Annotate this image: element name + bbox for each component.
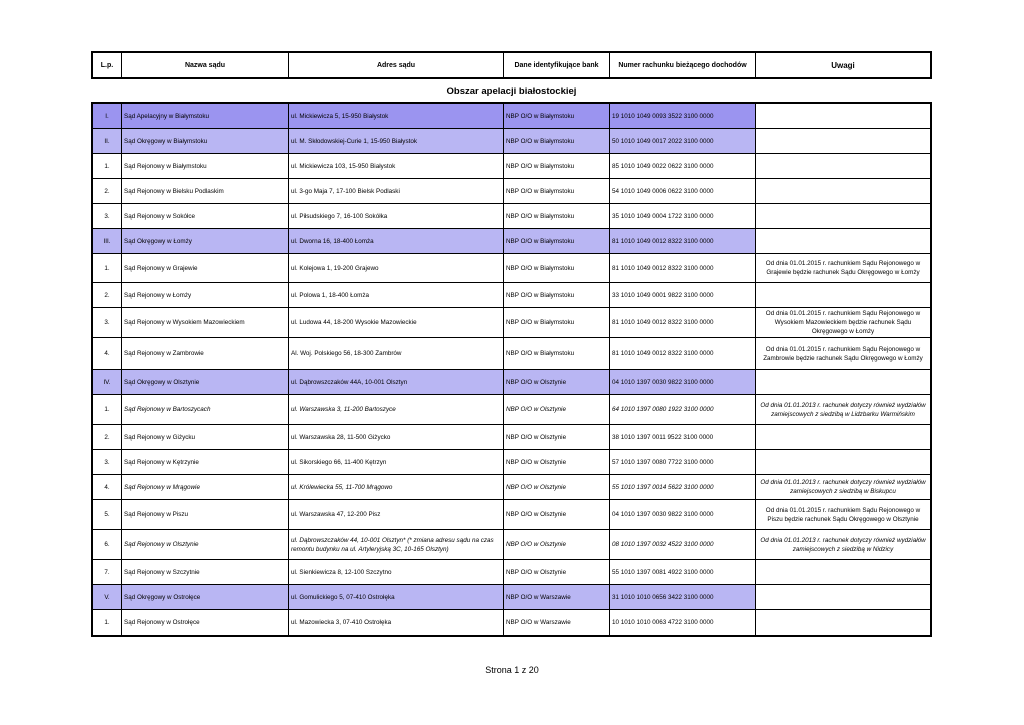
cell-nazwa: Sąd Rejonowy w Piszu — [122, 500, 289, 529]
table-row — [93, 308, 930, 338]
cell-numer: 57 1010 1397 0080 7722 3100 0000 — [610, 450, 756, 474]
cell-nazwa: Sąd Rejonowy w Sokółce — [122, 204, 289, 228]
cell-uwagi — [756, 425, 930, 449]
cell-nazwa: Sąd Rejonowy w Bartoszycach — [122, 395, 289, 424]
cell-nazwa: Sąd Apelacyjny w Białymstoku — [122, 104, 289, 128]
cell-adres: ul. Dworna 16, 18-400 Łomża — [289, 229, 504, 253]
cell-numer: 54 1010 1049 0006 0622 3100 0000 — [610, 179, 756, 203]
cell-nazwa: Sąd Rejonowy w Białymstoku — [122, 154, 289, 178]
cell-nazwa: Sąd Rejonowy w Łomży — [122, 283, 289, 307]
cell-nazwa: Sąd Rejonowy w Wysokiem Mazowieckiem — [122, 308, 289, 337]
page-footer: Strona 1 z 20 — [485, 665, 539, 675]
table-row — [93, 450, 930, 475]
cell-uwagi — [756, 585, 930, 609]
cell-lp: III. — [93, 229, 122, 253]
cell-bank: NBP O/O w Białymstoku — [504, 204, 610, 228]
courts-table — [91, 102, 932, 637]
cell-adres: ul. Dąbrowszczaków 44, 10-001 Olsztyn* (* zmiana adresu sądu na czas remontu budynku na ul. Artyleryjską 3C, 10-165 Olsztyn) — [289, 530, 504, 559]
cell-uwagi — [756, 129, 930, 153]
cell-nazwa: Sąd Rejonowy w Bielsku Podlaskim — [122, 179, 289, 203]
cell-bank: NBP O/O w Białymstoku — [504, 104, 610, 128]
table-row — [93, 370, 930, 395]
cell-lp: 1. — [93, 395, 122, 424]
cell-uwagi — [756, 370, 930, 394]
table-row — [93, 129, 930, 154]
cell-adres: ul. Warszawska 47, 12-200 Pisz — [289, 500, 504, 529]
cell-adres: ul. Warszawska 28, 11-500 Giżycko — [289, 425, 504, 449]
cell-uwagi — [756, 154, 930, 178]
table-row — [93, 204, 930, 229]
cell-lp: 1. — [93, 254, 122, 282]
cell-lp: 1. — [93, 154, 122, 178]
cell-numer: 50 1010 1049 0017 2022 3100 0000 — [610, 129, 756, 153]
cell-lp: 3. — [93, 308, 122, 337]
table-row — [93, 610, 930, 635]
cell-bank: NBP O/O w Białymstoku — [504, 154, 610, 178]
cell-adres: ul. Królewiecka 55, 11-700 Mrągowo — [289, 475, 504, 499]
cell-nazwa: Sąd Rejonowy w Olsztynie — [122, 530, 289, 559]
table-header — [91, 51, 932, 79]
cell-bank: NBP O/O w Olsztynie — [504, 530, 610, 559]
cell-lp: 2. — [93, 179, 122, 203]
cell-lp: V. — [93, 585, 122, 609]
cell-adres: ul. Mickiewicza 5, 15-950 Białystok — [289, 104, 504, 128]
cell-adres: ul. Warszawska 3, 11-200 Bartoszyce — [289, 395, 504, 424]
cell-nazwa: Sąd Okręgowy w Łomży — [122, 229, 289, 253]
cell-numer: 85 1010 1049 0022 0622 3100 0000 — [610, 154, 756, 178]
cell-numer: 04 1010 1397 0030 9822 3100 0000 — [610, 370, 756, 394]
table-row — [93, 585, 930, 610]
cell-numer: 55 1010 1397 0081 4922 3100 0000 — [610, 560, 756, 584]
cell-adres: ul. M. Skłodowskiej-Curie 1, 15-950 Białystok — [289, 129, 504, 153]
cell-bank: NBP O/O w Olsztynie — [504, 395, 610, 424]
cell-numer: 55 1010 1397 0014 5622 3100 0000 — [610, 475, 756, 499]
cell-lp: 6. — [93, 530, 122, 559]
cell-bank: NBP O/O w Białymstoku — [504, 308, 610, 337]
cell-numer: 04 1010 1397 0030 9822 3100 0000 — [610, 500, 756, 529]
cell-bank: NBP O/O w Olsztynie — [504, 370, 610, 394]
table-row — [93, 395, 930, 425]
cell-nazwa: Sąd Okręgowy w Białymstoku — [122, 129, 289, 153]
cell-bank: NBP O/O w Białymstoku — [504, 129, 610, 153]
cell-lp: 2. — [93, 425, 122, 449]
cell-uwagi — [756, 204, 930, 228]
cell-bank: NBP O/O w Białymstoku — [504, 338, 610, 369]
cell-lp: 4. — [93, 475, 122, 499]
cell-bank: NBP O/O w Olsztynie — [504, 475, 610, 499]
cell-nazwa: Sąd Rejonowy w Szczytnie — [122, 560, 289, 584]
cell-numer: 08 1010 1397 0032 4522 3100 0000 — [610, 530, 756, 559]
cell-uwagi: Od dnia 01.01.2015 r. rachunkiem Sądu Rejonowego w Grajewie będzie rachunek Sądu Okręgowego w Łomży — [765, 260, 921, 276]
cell-numer: 31 1010 1010 0656 3422 3100 0000 — [610, 585, 756, 609]
cell-lp: 2. — [93, 283, 122, 307]
cell-uwagi — [756, 450, 930, 474]
cell-bank: NBP O/O w Białymstoku — [504, 229, 610, 253]
cell-nazwa: Sąd Rejonowy w Giżycku — [122, 425, 289, 449]
cell-adres: ul. Mickiewicza 103, 15-950 Białystok — [289, 154, 504, 178]
table-row — [93, 530, 930, 560]
cell-lp: 1. — [93, 610, 122, 635]
cell-numer: 64 1010 1397 0080 1922 3100 0000 — [610, 395, 756, 424]
cell-uwagi: Od dnia 01.01.2013 r. rachunek dotyczy również wydziałów zamiejscowych z siedzibą w Lidzbarku Warmińskim — [760, 401, 926, 418]
cell-lp: II. — [93, 129, 122, 153]
table-row — [93, 229, 930, 254]
cell-uwagi — [756, 560, 930, 584]
cell-numer: 35 1010 1049 0004 1722 3100 0000 — [610, 204, 756, 228]
cell-numer: 10 1010 1010 0063 4722 3100 0000 — [610, 610, 756, 635]
table-row — [93, 475, 930, 500]
cell-nazwa: Sąd Rejonowy w Zambrowie — [122, 338, 289, 369]
cell-bank: NBP O/O w Białymstoku — [504, 283, 610, 307]
cell-uwagi: Od dnia 01.01.2015 r. rachunkiem Sądu Rejonowego w Zambrowie będzie rachunek Sądu Okręgowego w Łomży — [763, 345, 923, 362]
cell-nazwa: Sąd Okręgowy w Olsztynie — [122, 370, 289, 394]
cell-bank: NBP O/O w Białymstoku — [504, 254, 610, 282]
cell-adres: ul. Sikorskiego 66, 11-400 Kętrzyn — [289, 450, 504, 474]
cell-bank: NBP O/O w Olsztynie — [504, 560, 610, 584]
table-row — [93, 425, 930, 450]
cell-uwagi — [756, 283, 930, 307]
cell-bank: NBP O/O w Białymstoku — [504, 179, 610, 203]
header-bank: Dane identyfikujące bank — [504, 53, 610, 77]
cell-uwagi: Od dnia 01.01.2013 r. rachunek dotyczy również wydziałów zamiejscowych z siedzibą w Nidzicy — [760, 536, 926, 553]
cell-adres: ul. Dąbrowszczaków 44A, 10-001 Olsztyn — [289, 370, 504, 394]
header-adres: Adres sądu — [289, 53, 504, 77]
table-row — [93, 560, 930, 585]
cell-lp: 3. — [93, 450, 122, 474]
cell-nazwa: Sąd Rejonowy w Grajewie — [122, 254, 289, 282]
header-numer: Numer rachunku bieżącego dochodów — [610, 53, 756, 77]
cell-uwagi: Od dnia 01.01.2015 r. rachunkiem Sądu Rejonowego w Wysokiem Mazowieckiem będzie rachunek Sądu Okręgowego w Łomży — [765, 310, 921, 335]
table-row — [93, 179, 930, 204]
cell-adres: Al. Woj. Polskiego 56, 18-300 Zambrów — [289, 338, 504, 369]
cell-numer: 81 1010 1049 0012 8322 3100 0000 — [610, 308, 756, 337]
table-row — [93, 254, 930, 283]
cell-lp: 7. — [93, 560, 122, 584]
cell-uwagi — [756, 610, 930, 635]
cell-adres: ul. 3-go Maja 7, 17-100 Bielsk Podlaski — [289, 179, 504, 203]
cell-lp: 4. — [93, 338, 122, 369]
table-row — [93, 104, 930, 129]
cell-numer: 81 1010 1049 0012 8322 3100 0000 — [610, 254, 756, 282]
cell-numer: 19 1010 1049 0093 3522 3100 0000 — [610, 104, 756, 128]
cell-bank: NBP O/O w Warszawie — [504, 610, 610, 635]
table-row — [93, 283, 930, 308]
cell-lp: IV. — [93, 370, 122, 394]
cell-numer: 33 1010 1049 0001 9822 3100 0000 — [610, 283, 756, 307]
cell-uwagi — [756, 104, 930, 128]
cell-adres: ul. Sienkiewicza 8, 12-100 Szczytno — [289, 560, 504, 584]
cell-nazwa: Sąd Okręgowy w Ostrołęce — [122, 585, 289, 609]
cell-adres: ul. Mazowiecka 3, 07-410 Ostrołęka — [289, 610, 504, 635]
header-uwagi: Uwagi — [831, 60, 855, 70]
cell-uwagi: Od dnia 01.01.2013 r. rachunek dotyczy również wydziałów zamiejscowych z siedzibą w Biskupcu — [760, 479, 926, 495]
header-nazwa: Nazwa sądu — [122, 53, 289, 77]
table-row — [93, 338, 930, 370]
header-lp: L.p. — [93, 53, 122, 77]
cell-lp: I. — [93, 104, 122, 128]
cell-adres: ul. Gomulickiego 5, 07-410 Ostrołęka — [289, 585, 504, 609]
cell-nazwa: Sąd Rejonowy w Ostrołęce — [122, 610, 289, 635]
cell-bank: NBP O/O w Olsztynie — [504, 450, 610, 474]
cell-uwagi — [756, 229, 930, 253]
cell-bank: NBP O/O w Olsztynie — [504, 500, 610, 529]
cell-uwagi — [756, 179, 930, 203]
cell-lp: 3. — [93, 204, 122, 228]
cell-numer: 81 1010 1049 0012 8322 3100 0000 — [610, 229, 756, 253]
cell-bank: NBP O/O w Warszawie — [504, 585, 610, 609]
cell-adres: ul. Ludowa 44, 18-200 Wysokie Mazowieckie — [289, 308, 504, 337]
cell-adres: ul. Polowa 1, 18-400 Łomża — [289, 283, 504, 307]
cell-adres: ul. Kolejowa 1, 19-200 Grajewo — [289, 254, 504, 282]
section-title: Obszar apelacji białostockiej — [446, 85, 577, 97]
cell-nazwa: Sąd Rejonowy w Kętrzynie — [122, 450, 289, 474]
cell-numer: 38 1010 1397 0011 9522 3100 0000 — [610, 425, 756, 449]
cell-nazwa: Sąd Rejonowy w Mrągowie — [122, 475, 289, 499]
cell-bank: NBP O/O w Olsztynie — [504, 425, 610, 449]
cell-uwagi: Od dnia 01.01.2015 r. rachunkiem Sądu Rejonowego w Piszu będzie rachunek Sądu Okręgowego w Olsztynie — [765, 506, 921, 523]
table-row — [93, 154, 930, 179]
cell-adres: ul. Piłsudskiego 7, 16-100 Sokółka — [289, 204, 504, 228]
cell-lp: 5. — [93, 500, 122, 529]
cell-numer: 81 1010 1049 0012 8322 3100 0000 — [610, 338, 756, 369]
table-row — [93, 500, 930, 530]
